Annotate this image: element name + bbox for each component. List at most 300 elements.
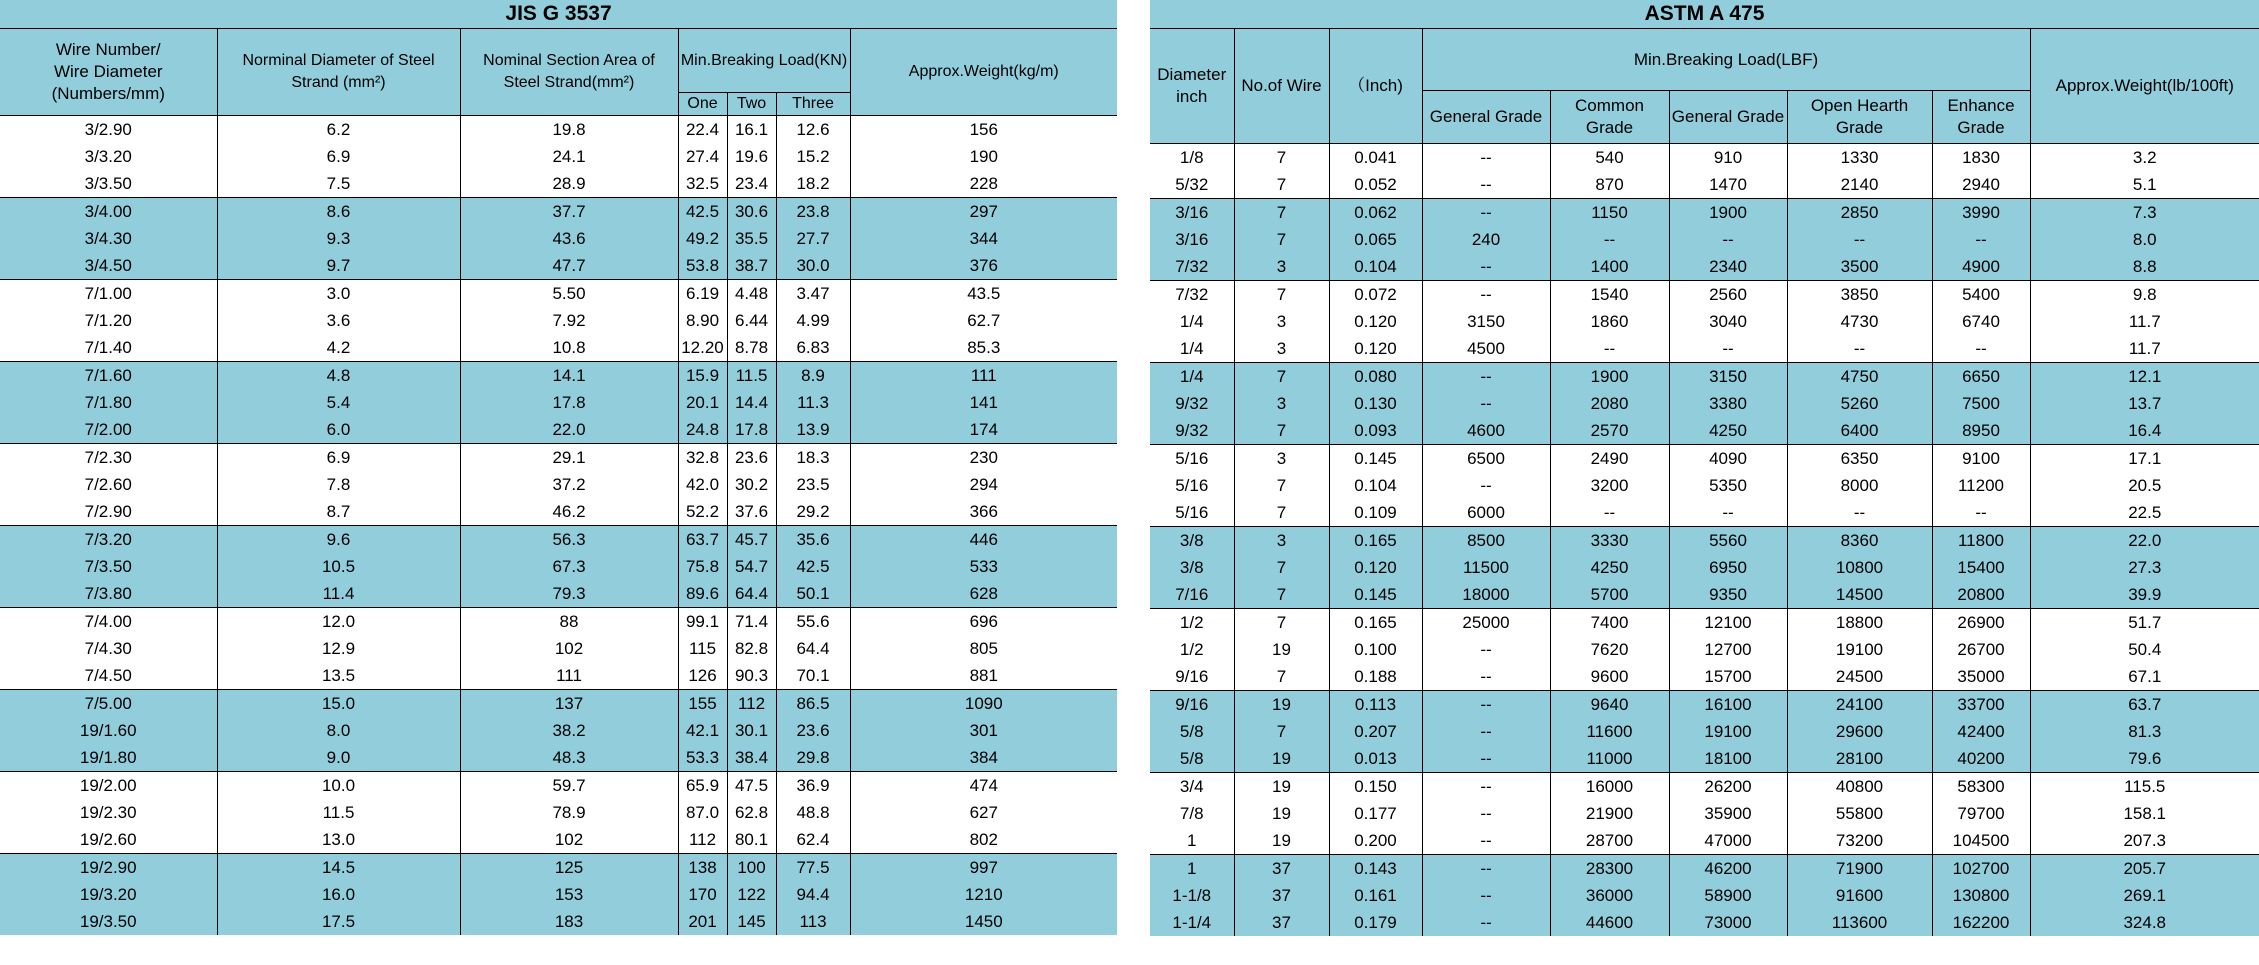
astm-cell: 35900 — [1669, 800, 1787, 827]
astm-cell: 8000 — [1787, 472, 1932, 499]
jis-cell: 16.1 — [727, 116, 776, 144]
jis-cell: 27.4 — [678, 143, 727, 170]
astm-cell: 0.120 — [1329, 335, 1422, 363]
jis-cell: 7/1.00 — [0, 280, 217, 308]
astm-cell: 10800 — [1787, 554, 1932, 581]
jis-cell: 7/5.00 — [0, 690, 217, 718]
jis-cell: 36.9 — [776, 772, 850, 800]
astm-cell: 910 — [1669, 144, 1787, 172]
astm-cell: 1/4 — [1150, 335, 1234, 363]
jis-cell: 102 — [460, 635, 678, 662]
astm-table-row — [1150, 335, 2259, 363]
jis-cell: 376 — [850, 252, 1117, 280]
astm-table-row — [1150, 144, 2259, 172]
astm-cell: 8950 — [1932, 417, 2030, 445]
astm-cell: 18000 — [1422, 581, 1550, 609]
astm-cell: 5700 — [1550, 581, 1669, 609]
jis-cell: 53.8 — [678, 252, 727, 280]
astm-table-row — [1150, 226, 2259, 253]
col-header-open-hearth-grade: Open Hearth Grade — [1787, 91, 1932, 144]
jis-cell: 48.3 — [460, 744, 678, 772]
astm-cell: 26200 — [1669, 773, 1787, 801]
jis-cell: 7/2.30 — [0, 444, 217, 472]
astm-cell: 207.3 — [2030, 827, 2259, 855]
astm-cell: 1/4 — [1150, 363, 1234, 391]
astm-cell: 13.7 — [2030, 390, 2259, 417]
jis-cell: 19/1.60 — [0, 717, 217, 744]
jis-table-row — [0, 389, 1117, 416]
jis-cell: 4.48 — [727, 280, 776, 308]
astm-cell: 6350 — [1787, 445, 1932, 473]
jis-cell: 19/2.90 — [0, 854, 217, 882]
astm-cell: -- — [1422, 363, 1550, 391]
jis-cell: 17.5 — [217, 908, 460, 935]
jis-cell: 28.9 — [460, 170, 678, 198]
astm-cell: 3/16 — [1150, 199, 1234, 227]
jis-cell: 12.9 — [217, 635, 460, 662]
astm-cell: 28100 — [1787, 745, 1932, 773]
astm-cell: 0.113 — [1329, 691, 1422, 719]
jis-table-row — [0, 362, 1117, 390]
astm-cell: 7/8 — [1150, 800, 1234, 827]
astm-cell: -- — [1422, 773, 1550, 801]
astm-cell: 0.150 — [1329, 773, 1422, 801]
jis-cell: 88 — [460, 608, 678, 636]
jis-table-row — [0, 717, 1117, 744]
jis-cell: 6.9 — [217, 143, 460, 170]
astm-cell: 4250 — [1669, 417, 1787, 445]
jis-cell: 141 — [850, 389, 1117, 416]
jis-cell: 19/2.60 — [0, 826, 217, 854]
astm-table-row — [1150, 909, 2259, 936]
astm-cell: 104500 — [1932, 827, 2030, 855]
astm-cell: 5/32 — [1150, 171, 1234, 199]
astm-cell: 27.3 — [2030, 554, 2259, 581]
col-header-inch: （Inch) — [1329, 29, 1422, 144]
astm-cell: 19100 — [1787, 636, 1932, 663]
astm-table-row — [1150, 308, 2259, 335]
jis-table-row — [0, 908, 1117, 935]
astm-cell: 113600 — [1787, 909, 1932, 936]
jis-cell: 17.8 — [460, 389, 678, 416]
astm-cell: 7 — [1234, 554, 1329, 581]
astm-cell: 9.8 — [2030, 281, 2259, 309]
col-header-weight-lb: Approx.Weight(lb/100ft) — [2030, 29, 2259, 144]
jis-cell: 201 — [678, 908, 727, 935]
col-header-section: Nominal Section Area of Steel Strand(mm²) — [460, 29, 678, 116]
astm-cell: 1330 — [1787, 144, 1932, 172]
astm-cell: -- — [1787, 226, 1932, 253]
astm-cell: 1540 — [1550, 281, 1669, 309]
astm-table-row — [1150, 827, 2259, 855]
astm-cell: 7 — [1234, 663, 1329, 691]
jis-table-row — [0, 881, 1117, 908]
astm-cell: 42400 — [1932, 718, 2030, 745]
jis-cell: 7/2.00 — [0, 416, 217, 444]
astm-cell: 9100 — [1932, 445, 2030, 473]
astm-cell: 0.145 — [1329, 581, 1422, 609]
jis-cell: 7/1.20 — [0, 307, 217, 334]
jis-cell: 23.6 — [727, 444, 776, 472]
astm-cell: 3/8 — [1150, 527, 1234, 555]
jis-table-row — [0, 580, 1117, 608]
astm-cell: 0.165 — [1329, 527, 1422, 555]
jis-cell: 70.1 — [776, 662, 850, 690]
jis-cell: 47.7 — [460, 252, 678, 280]
jis-table-row — [0, 744, 1117, 772]
astm-cell: 130800 — [1932, 882, 2030, 909]
jis-cell: 1210 — [850, 881, 1117, 908]
jis-cell: 32.8 — [678, 444, 727, 472]
jis-cell: 90.3 — [727, 662, 776, 690]
jis-cell: 19/2.00 — [0, 772, 217, 800]
astm-cell: -- — [1550, 499, 1669, 527]
jis-cell: 8.6 — [217, 198, 460, 226]
astm-cell: 19 — [1234, 827, 1329, 855]
jis-cell: 42.0 — [678, 471, 727, 498]
astm-cell: 51.7 — [2030, 609, 2259, 637]
astm-cell: 47000 — [1669, 827, 1787, 855]
jis-cell: 32.5 — [678, 170, 727, 198]
jis-table-row — [0, 608, 1117, 636]
astm-cell: -- — [1422, 199, 1550, 227]
jis-cell: 153 — [460, 881, 678, 908]
astm-cell: 7/16 — [1150, 581, 1234, 609]
astm-cell: 18100 — [1669, 745, 1787, 773]
jis-cell: 6.83 — [776, 334, 850, 362]
astm-cell: 0.065 — [1329, 226, 1422, 253]
jis-table-row — [0, 826, 1117, 854]
astm-cell: 81.3 — [2030, 718, 2259, 745]
jis-cell: 15.0 — [217, 690, 460, 718]
astm-cell: -- — [1422, 144, 1550, 172]
astm-cell: 63.7 — [2030, 691, 2259, 719]
astm-cell: -- — [1422, 800, 1550, 827]
jis-cell: 13.0 — [217, 826, 460, 854]
jis-cell: 384 — [850, 744, 1117, 772]
astm-cell: 3330 — [1550, 527, 1669, 555]
astm-cell: 1/2 — [1150, 609, 1234, 637]
astm-cell: 9/16 — [1150, 663, 1234, 691]
astm-cell: 0.100 — [1329, 636, 1422, 663]
jis-cell: 15.9 — [678, 362, 727, 390]
jis-cell: 35.5 — [727, 225, 776, 252]
astm-cell: 240 — [1422, 226, 1550, 253]
jis-cell: 8.7 — [217, 498, 460, 526]
astm-cell: 0.109 — [1329, 499, 1422, 527]
astm-cell: -- — [1422, 253, 1550, 281]
astm-cell: 0.165 — [1329, 609, 1422, 637]
jis-cell: 474 — [850, 772, 1117, 800]
jis-table-row — [0, 170, 1117, 198]
jis-cell: 75.8 — [678, 553, 727, 580]
jis-cell: 145 — [727, 908, 776, 935]
jis-cell: 13.9 — [776, 416, 850, 444]
astm-cell: 55800 — [1787, 800, 1932, 827]
jis-cell: 15.2 — [776, 143, 850, 170]
jis-cell: 7.8 — [217, 471, 460, 498]
jis-cell: 62.8 — [727, 799, 776, 826]
astm-cell: 3990 — [1932, 199, 2030, 227]
astm-cell: 9350 — [1669, 581, 1787, 609]
jis-cell: 85.3 — [850, 334, 1117, 362]
astm-cell: 1/4 — [1150, 308, 1234, 335]
col-header-diameter: Norminal Diameter of Steel Strand (mm²) — [217, 29, 460, 116]
astm-cell: 1-1/8 — [1150, 882, 1234, 909]
astm-table-row — [1150, 445, 2259, 473]
astm-cell: 7 — [1234, 171, 1329, 199]
astm-cell: 324.8 — [2030, 909, 2259, 936]
jis-cell: 71.4 — [727, 608, 776, 636]
jis-cell: 14.5 — [217, 854, 460, 882]
jis-cell: 111 — [850, 362, 1117, 390]
jis-cell: 19/3.20 — [0, 881, 217, 908]
astm-cell: 11200 — [1932, 472, 2030, 499]
astm-cell: 7/32 — [1150, 281, 1234, 309]
astm-table-row — [1150, 199, 2259, 227]
jis-cell: 23.6 — [776, 717, 850, 744]
jis-cell: 54.7 — [727, 553, 776, 580]
jis-table-panel — [0, 0, 1117, 935]
jis-cell: 8.9 — [776, 362, 850, 390]
jis-table-row — [0, 690, 1117, 718]
jis-cell: 30.0 — [776, 252, 850, 280]
astm-table-row — [1150, 417, 2259, 445]
astm-cell: 37 — [1234, 882, 1329, 909]
col-header-no-of-wire: No.of Wire — [1234, 29, 1329, 144]
astm-cell: 8.8 — [2030, 253, 2259, 281]
astm-cell: 7 — [1234, 609, 1329, 637]
astm-cell: 0.120 — [1329, 308, 1422, 335]
jis-cell: 86.5 — [776, 690, 850, 718]
astm-cell: 26900 — [1932, 609, 2030, 637]
astm-cell: 39.9 — [2030, 581, 2259, 609]
astm-cell: 2140 — [1787, 171, 1932, 199]
jis-cell: 19/1.80 — [0, 744, 217, 772]
astm-cell: 0.072 — [1329, 281, 1422, 309]
astm-cell: 15700 — [1669, 663, 1787, 691]
astm-cell: 20800 — [1932, 581, 2030, 609]
jis-cell: 38.2 — [460, 717, 678, 744]
col-header-three: Three — [776, 93, 850, 116]
jis-table-row — [0, 772, 1117, 800]
jis-cell: 122 — [727, 881, 776, 908]
jis-cell: 9.7 — [217, 252, 460, 280]
astm-table — [1150, 0, 2259, 936]
astm-cell: 102700 — [1932, 855, 2030, 883]
astm-cell: 44600 — [1550, 909, 1669, 936]
astm-cell: 73200 — [1787, 827, 1932, 855]
astm-cell: 11500 — [1422, 554, 1550, 581]
jis-cell: 8.78 — [727, 334, 776, 362]
jis-table-row — [0, 498, 1117, 526]
jis-cell: 6.2 — [217, 116, 460, 144]
astm-cell: 5/16 — [1150, 445, 1234, 473]
jis-cell: 53.3 — [678, 744, 727, 772]
astm-cell: 158.1 — [2030, 800, 2259, 827]
jis-cell: 156 — [850, 116, 1117, 144]
jis-cell: 9.6 — [217, 526, 460, 554]
jis-cell: 6.44 — [727, 307, 776, 334]
jis-table-row — [0, 280, 1117, 308]
astm-table-row — [1150, 554, 2259, 581]
jis-table-row — [0, 116, 1117, 144]
astm-cell: 3/8 — [1150, 554, 1234, 581]
astm-cell: 58900 — [1669, 882, 1787, 909]
jis-cell: 100 — [727, 854, 776, 882]
jis-cell: 13.5 — [217, 662, 460, 690]
astm-cell: -- — [1422, 171, 1550, 199]
astm-cell: 6950 — [1669, 554, 1787, 581]
jis-cell: 67.3 — [460, 553, 678, 580]
col-header-diameter-inch: Diameter inch — [1150, 29, 1234, 144]
astm-cell: 7400 — [1550, 609, 1669, 637]
jis-table-row — [0, 198, 1117, 226]
astm-cell: 115.5 — [2030, 773, 2259, 801]
astm-cell: 3 — [1234, 253, 1329, 281]
astm-cell: 3 — [1234, 308, 1329, 335]
jis-cell: 23.5 — [776, 471, 850, 498]
jis-cell: 696 — [850, 608, 1117, 636]
astm-cell: 0.145 — [1329, 445, 1422, 473]
astm-cell: 19100 — [1669, 718, 1787, 745]
astm-cell: 36000 — [1550, 882, 1669, 909]
astm-cell: 24100 — [1787, 691, 1932, 719]
jis-table-row — [0, 635, 1117, 662]
jis-table-row — [0, 143, 1117, 170]
astm-cell: 11.7 — [2030, 308, 2259, 335]
jis-cell: 94.4 — [776, 881, 850, 908]
astm-cell: 6400 — [1787, 417, 1932, 445]
jis-cell: 78.9 — [460, 799, 678, 826]
astm-table-row — [1150, 499, 2259, 527]
astm-cell: -- — [1669, 335, 1787, 363]
astm-cell: -- — [1669, 226, 1787, 253]
astm-cell: 0.041 — [1329, 144, 1422, 172]
jis-cell: 6.19 — [678, 280, 727, 308]
jis-cell: 7/3.80 — [0, 580, 217, 608]
jis-cell: 627 — [850, 799, 1117, 826]
jis-cell: 55.6 — [776, 608, 850, 636]
jis-cell: 7/1.40 — [0, 334, 217, 362]
jis-table-row — [0, 662, 1117, 690]
astm-cell: 0.161 — [1329, 882, 1422, 909]
jis-cell: 30.6 — [727, 198, 776, 226]
astm-cell: 0.200 — [1329, 827, 1422, 855]
astm-cell: 29600 — [1787, 718, 1932, 745]
astm-cell: 269.1 — [2030, 882, 2259, 909]
jis-cell: 7/2.60 — [0, 471, 217, 498]
astm-cell: -- — [1422, 827, 1550, 855]
jis-cell: 155 — [678, 690, 727, 718]
astm-cell: 3380 — [1669, 390, 1787, 417]
astm-cell: 4730 — [1787, 308, 1932, 335]
jis-cell: 881 — [850, 662, 1117, 690]
astm-cell: 14500 — [1787, 581, 1932, 609]
astm-cell: 73000 — [1669, 909, 1787, 936]
astm-cell: 67.1 — [2030, 663, 2259, 691]
astm-cell: 0.120 — [1329, 554, 1422, 581]
jis-cell: 29.8 — [776, 744, 850, 772]
astm-cell: 8500 — [1422, 527, 1550, 555]
astm-cell: 7620 — [1550, 636, 1669, 663]
astm-cell: 7.3 — [2030, 199, 2259, 227]
astm-cell: 37 — [1234, 855, 1329, 883]
astm-table-row — [1150, 855, 2259, 883]
astm-cell: 3500 — [1787, 253, 1932, 281]
col-header-one: One — [678, 93, 727, 116]
astm-table-row — [1150, 609, 2259, 637]
astm-cell: 7/32 — [1150, 253, 1234, 281]
astm-cell: -- — [1932, 335, 2030, 363]
astm-cell: 4500 — [1422, 335, 1550, 363]
astm-cell: -- — [1422, 909, 1550, 936]
astm-cell: 1-1/4 — [1150, 909, 1234, 936]
jis-cell: 3.0 — [217, 280, 460, 308]
astm-cell: 11000 — [1550, 745, 1669, 773]
jis-cell: 112 — [727, 690, 776, 718]
jis-cell: 43.5 — [850, 280, 1117, 308]
astm-cell: 8360 — [1787, 527, 1932, 555]
astm-cell: 5/16 — [1150, 472, 1234, 499]
astm-table-panel — [1150, 0, 2259, 936]
astm-cell: 0.188 — [1329, 663, 1422, 691]
jis-cell: 4.2 — [217, 334, 460, 362]
astm-cell: 2340 — [1669, 253, 1787, 281]
jis-cell: 7/1.60 — [0, 362, 217, 390]
astm-cell: -- — [1787, 335, 1932, 363]
jis-table-row — [0, 334, 1117, 362]
jis-cell: 12.20 — [678, 334, 727, 362]
astm-cell: 0.177 — [1329, 800, 1422, 827]
astm-cell: 0.207 — [1329, 718, 1422, 745]
astm-cell: 40800 — [1787, 773, 1932, 801]
jis-cell: 49.2 — [678, 225, 727, 252]
jis-cell: 3/3.20 — [0, 143, 217, 170]
astm-table-row — [1150, 171, 2259, 199]
jis-cell: 50.1 — [776, 580, 850, 608]
astm-cell: 0.143 — [1329, 855, 1422, 883]
jis-cell: 42.5 — [776, 553, 850, 580]
astm-cell: 3 — [1234, 445, 1329, 473]
jis-cell: 20.1 — [678, 389, 727, 416]
jis-cell: 344 — [850, 225, 1117, 252]
jis-cell: 82.8 — [727, 635, 776, 662]
jis-cell: 56.3 — [460, 526, 678, 554]
astm-cell: 0.093 — [1329, 417, 1422, 445]
jis-cell: 802 — [850, 826, 1117, 854]
jis-cell: 11.3 — [776, 389, 850, 416]
astm-cell: 8.0 — [2030, 226, 2259, 253]
jis-cell: 183 — [460, 908, 678, 935]
jis-cell: 77.5 — [776, 854, 850, 882]
jis-cell: 10.0 — [217, 772, 460, 800]
jis-cell: 112 — [678, 826, 727, 854]
astm-cell: 1/2 — [1150, 636, 1234, 663]
jis-cell: 533 — [850, 553, 1117, 580]
jis-cell: 80.1 — [727, 826, 776, 854]
astm-cell: 3150 — [1422, 308, 1550, 335]
jis-cell: 228 — [850, 170, 1117, 198]
jis-cell: 9.0 — [217, 744, 460, 772]
jis-cell: 7/2.90 — [0, 498, 217, 526]
jis-cell: 997 — [850, 854, 1117, 882]
astm-cell: 16000 — [1550, 773, 1669, 801]
astm-cell: 4600 — [1422, 417, 1550, 445]
astm-cell: 4750 — [1787, 363, 1932, 391]
jis-cell: 59.7 — [460, 772, 678, 800]
jis-cell: 102 — [460, 826, 678, 854]
